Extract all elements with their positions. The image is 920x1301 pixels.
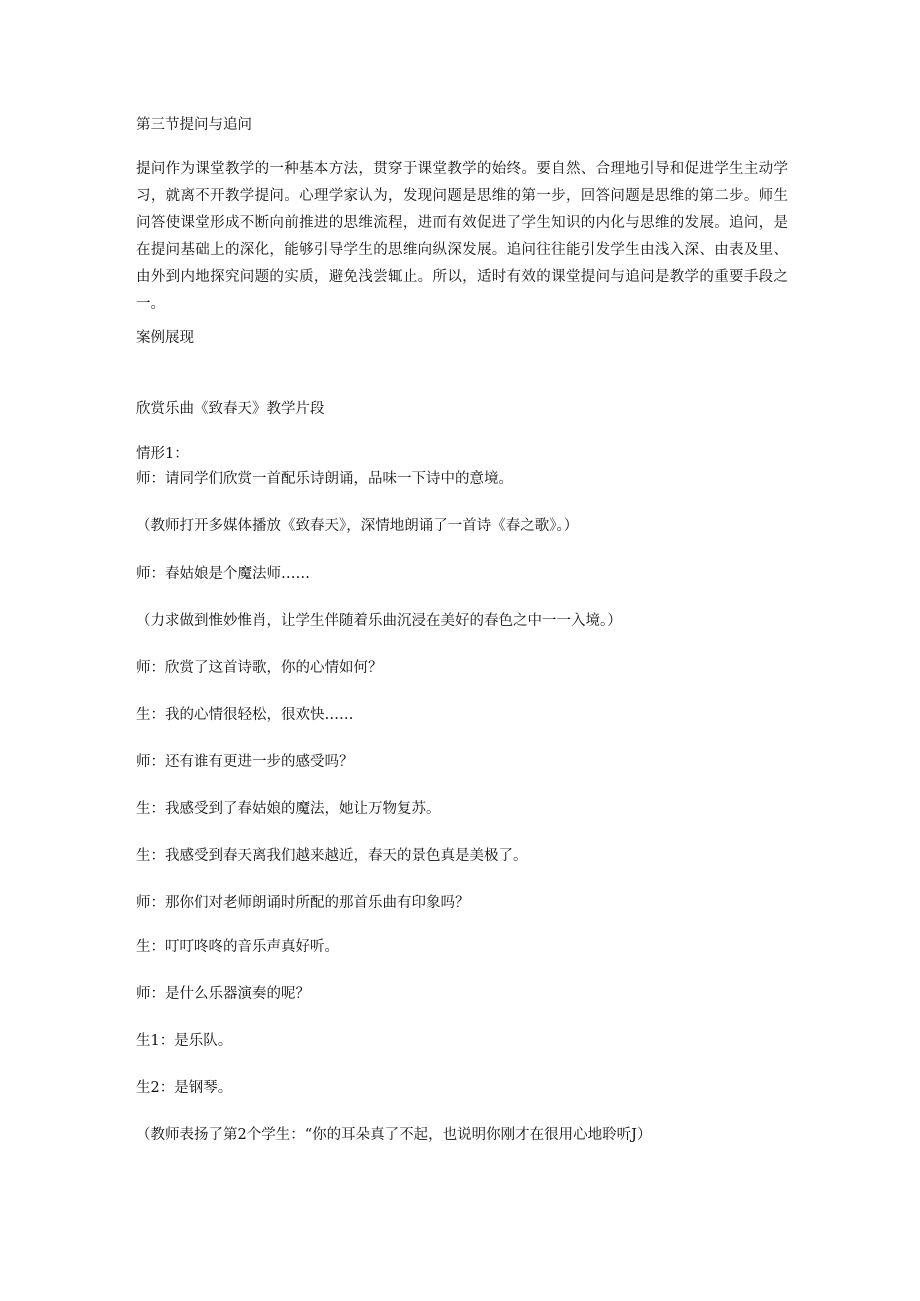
case-heading: 案例展现 [136,330,194,346]
dialogue-line: 师：是什么乐器演奏的呢？ [136,986,310,1002]
dialogue-line: （力求做到惟妙惟肖，让学生伴随着乐曲沉浸在美好的春色之中一一入境。） [136,613,622,629]
dialogue-line: 师：请同学们欣赏一首配乐诗朗诵，品味一下诗中的意境。 [136,471,513,487]
dialogue-line: 师：欣赏了这首诗歌，你的心情如何？ [136,660,383,676]
case-title: 欣赏乐曲《致春天》教学片段 [136,401,325,417]
dialogue-line: 生：我的心情很轻松，很欢快…… [136,707,354,723]
dialogue-line: 生1：是乐队。 [136,1033,233,1049]
dialogue-line: 师：那你们对老师朗诵时所配的那首乐曲有印象吗？ [136,895,470,911]
section-title: 第三节提问与追问 [136,117,252,133]
intro-paragraph: 提问作为课堂教学的一种基本方法，贯穿于课堂教学的始终。要自然、合理地引导和促进学生主动学习，就离不开教学提问。心理学家认为，发现问题是思维的第一步，回答问题是思维的第二步。师生问答使课堂形成不断向前推进的思维流程，进而有效促进了学生知识的内化与思维的发展。追问，是在提问基础上的深化，能够引导学生的思维向纵深发展。追问往往能引发学生由浅入深、由表及里、由外到内地探究问题的实质，避免浅尝辄止。所以，适时有效的课堂提问与追问是教学的重要手段之一。 [136,161,788,312]
dialogue-line: 生：我感受到了春姑娘的魔法，她让万物复苏。 [136,801,441,817]
dialogue-line: 师：还有谁有更进一步的感受吗？ [136,754,354,770]
dialogue-line: 生：叮叮咚咚的音乐声真好听。 [136,939,339,955]
dialogue-line: 生：我感受到春天离我们越来越近，春天的景色真是美极了。 [136,848,528,864]
scenario-label: 情形1： [136,446,189,462]
dialogue-line: 生2：是钢琴。 [136,1080,233,1096]
dialogue-line: （教师打开多媒体播放《致春天》，深情地朗诵了一首诗《春之歌》。） [136,518,579,534]
dialogue-line: （教师表扬了第2个学生：“你的耳朵真了不起，也说明你刚才在很用心地聆听J） [136,1127,652,1143]
dialogue-line: 师：春姑娘是个魔法师…… [136,566,310,582]
